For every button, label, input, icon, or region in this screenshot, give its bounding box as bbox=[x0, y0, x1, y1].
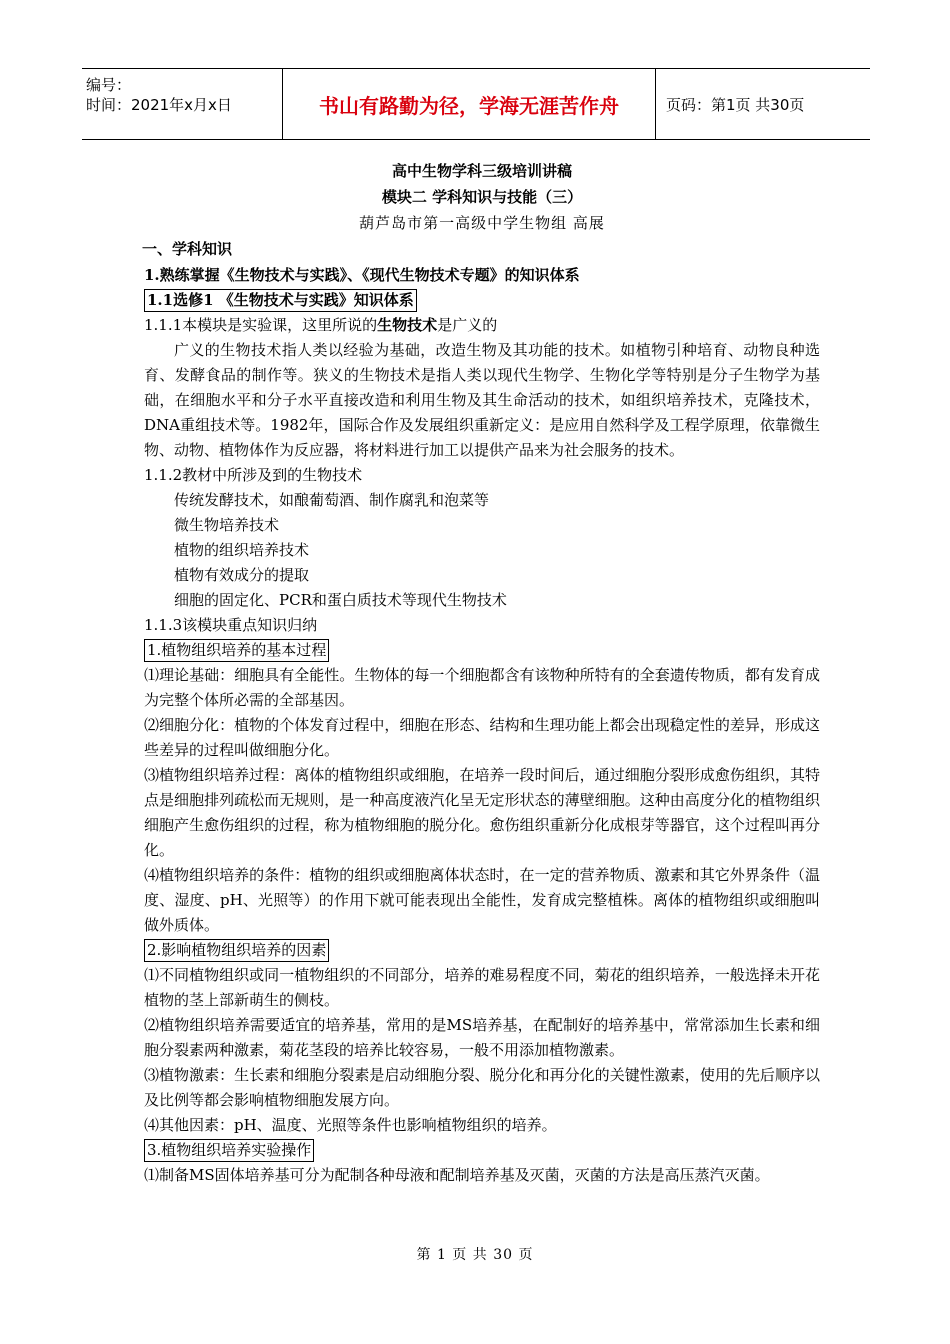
time-label: 时间：2021年x月x日 bbox=[86, 96, 232, 114]
list-item: ⑴不同植物组织或同一植物组织的不同部分，培养的难易程度不同，菊花的组织培养，一般选择未开花植物的茎上部新萌生的侧枝。 bbox=[144, 966, 820, 1009]
doc-subtitle: 模块二 学科知识与技能（三） bbox=[381, 188, 583, 206]
list-item: ⑶植物激素：生长素和细胞分裂素是启动细胞分裂、脱分化和再分化的关键性激素，使用的先后顺序以及比例等都会影响植物细胞发展方向。 bbox=[144, 1066, 820, 1109]
boxed-heading: 2.影响植物组织培养的因素 bbox=[144, 939, 329, 962]
tech-item: 植物有效成分的提取 bbox=[174, 566, 310, 584]
page-footer: 第 1 页 共 30 页 bbox=[416, 1247, 534, 1263]
paragraph-111-lead: 1.1.1本模块是实验课，这里所说的生物技术是广义的 bbox=[144, 316, 498, 334]
header-meta bbox=[82, 69, 282, 139]
motto: 书山有路勤为径，学海无涯苦作舟 bbox=[282, 69, 656, 139]
list-item: ⑵细胞分化：植物的个体发育过程中，细胞在形态、结构和生理功能上都会出现稳定性的差异，形成这些差异的过程叫做细胞分化。 bbox=[144, 716, 820, 759]
document-body bbox=[144, 158, 820, 1188]
doc-title: 高中生物学科三级培训讲稿 bbox=[391, 162, 572, 180]
boxed-heading: 3.植物组织培养实验操作 bbox=[144, 1139, 314, 1162]
tech-item: 细胞的固定化、PCR和蛋白质技术等现代生物技术 bbox=[174, 591, 507, 609]
list-item: ⑴制备MS固体培养基可分为配制各种母液和配制培养基及灭菌，灭菌的方法是高压蒸汽灭菌。 bbox=[144, 1166, 770, 1184]
boxed-heading: 1.植物组织培养的基本过程 bbox=[144, 639, 329, 662]
list-item: ⑷其他因素：pH、温度、光照等条件也影响植物组织的培养。 bbox=[144, 1116, 557, 1134]
tech-item: 植物的组织培养技术 bbox=[174, 541, 310, 559]
list-item: ⑵植物组织培养需要适宜的培养基，常用的是MS培养基，在配制好的培养基中，常常添加生长素和细胞分裂素两种激素，菊花茎段的培养比较容易，一般不用添加植物激素。 bbox=[144, 1016, 820, 1059]
page-info: 页码：第1页 共30页 bbox=[666, 95, 805, 114]
paragraph-113: 1.1.3该模块重点知识归纳 bbox=[144, 616, 318, 634]
paragraph-111-body: 广义的生物技术指人类以经验为基础，改造生物及其功能的技术。如植物引种培育、动物良种选育、发酵食品的制作等。狭义的生物技术是指人类以现代生物学、生物化学等特别是分子生物学为基础，在细胞水平和分子水平直接改造和利用生物及其生命活动的技术，如组织培养技术，克隆技术，DNA重组技术等。1982年，国际合作及发展组织重新定义：是应用自然科学及工程学原理，依靠微生物、动物、植物体作为反应器，将材料进行加工以提供产品来为社会服务的技术。 bbox=[144, 341, 820, 459]
tech-item: 传统发酵技术，如酿葡萄酒、制作腐乳和泡菜等 bbox=[174, 491, 490, 509]
section-heading: 一、学科知识 bbox=[142, 240, 233, 258]
code-label: 编号： bbox=[86, 76, 132, 94]
doc-author: 葫芦岛市第一高级中学生物组 高展 bbox=[359, 214, 605, 232]
tech-item: 微生物培养技术 bbox=[174, 516, 280, 534]
boxed-heading: 1.1选修1 《生物技术与实践》知识体系 bbox=[144, 289, 417, 312]
paragraph-112: 1.1.2教材中所涉及到的生物技术 bbox=[144, 466, 363, 484]
document-header bbox=[82, 68, 870, 140]
subsection-heading: 1.熟练掌握《生物技术与实践》、《现代生物技术专题》的知识体系 bbox=[144, 266, 580, 284]
list-item: ⑴理论基础：细胞具有全能性。生物体的每一个细胞都含有该物种所特有的全套遗传物质，都有发育成为完整个体所必需的全部基因。 bbox=[144, 666, 820, 709]
list-item: ⑷植物组织培养的条件：植物的组织或细胞离体状态时，在一定的营养物质、激素和其它外界条件（温度、湿度、pH、光照等）的作用下就可能表现出全能性，发育成完整植株。离体的植物组织或细胞叫做外质体。 bbox=[144, 866, 820, 934]
list-item: ⑶植物组织培养过程：离体的植物组织或细胞，在培养一段时间后，通过细胞分裂形成愈伤组织，其特点是细胞排列疏松而无规则，是一种高度液汽化呈无定形状态的薄壁细胞。这种由高度分化的植物组织细胞产生愈伤组织的过程，称为植物细胞的脱分化。愈伤组织重新分化成根芽等器官，这个过程叫再分化。 bbox=[144, 766, 820, 859]
